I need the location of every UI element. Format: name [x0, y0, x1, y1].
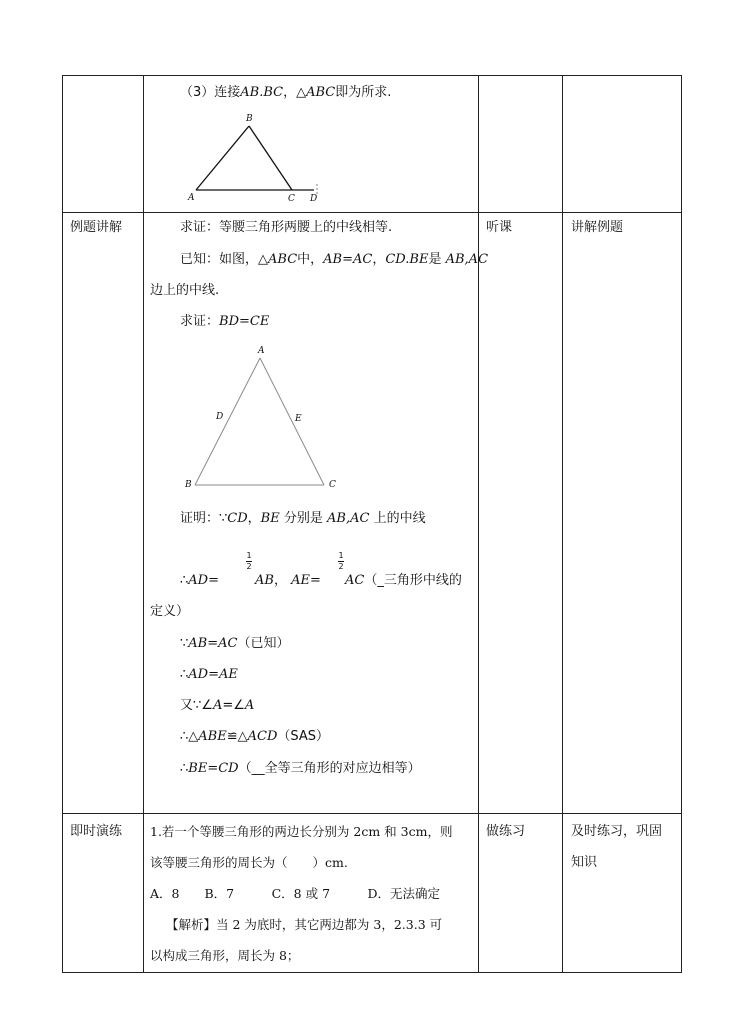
analysis-tag: 【解析】	[166, 917, 217, 932]
column-divider-3	[562, 75, 563, 973]
prove-prefix: 求证：	[180, 314, 220, 329]
example-label-e: E	[295, 414, 302, 424]
proof-angle-eq: =∠	[222, 698, 245, 713]
analysis-line-1	[166, 917, 442, 933]
proof-line-8	[180, 761, 421, 777]
segment-ab	[196, 126, 249, 190]
analysis-line-2: 以构成三角形，周长为 8；	[150, 948, 300, 963]
half-fraction-1	[246, 552, 252, 571]
proof-because: 证明：∵	[180, 511, 228, 526]
row-divider-1	[62, 212, 682, 213]
practice-teacher-activity-1: 及时练习，巩固	[571, 824, 663, 839]
proof-ad-eq-ae: AD=AE	[188, 667, 238, 682]
practice-student-activity: 做练习	[486, 824, 526, 839]
construction-label-a: A	[188, 193, 195, 203]
proof-line-1	[180, 511, 426, 527]
proof-ab-eq-ac: AB=AC	[188, 636, 238, 651]
practice-teacher-activity-2: 知识	[571, 855, 598, 870]
given-is: 是	[428, 252, 442, 267]
proof-median-be: BE	[260, 511, 280, 526]
proof-reason-1: （_三角形中线的	[364, 573, 462, 588]
prove-statement	[180, 314, 269, 330]
given-prefix: 已知：如图，	[180, 252, 259, 267]
proof-comma: ，	[247, 511, 261, 526]
construction-label-c: C	[288, 194, 295, 204]
example-student-activity: 听课	[486, 220, 513, 235]
example-row-label: 例题讲解	[70, 220, 123, 235]
step-number: （3）连接	[180, 85, 241, 100]
proof-line-2-prefix	[180, 573, 219, 589]
proof-final-reason: （__全等三角形的对应边相等）	[238, 761, 421, 776]
proof-sides: AB,AC	[327, 511, 370, 526]
proof-angle-a-2: A	[244, 698, 255, 713]
example-teacher-activity: 讲解例题	[571, 220, 624, 235]
table-left-border	[62, 75, 63, 973]
proof-given-reason: （已知）	[237, 636, 290, 651]
proof-triangle-abe: ABE	[198, 729, 227, 744]
half-fraction-2-denominator: 2	[338, 562, 344, 571]
table-top-border	[62, 75, 682, 76]
proof-ae-equals: AE=	[291, 573, 321, 588]
proof-median-cd: CD	[227, 511, 248, 526]
example-label-b: B	[185, 480, 192, 490]
question-options: A．8 B．7 C．8 或 7 D．无法确定	[150, 886, 441, 901]
side-ac	[260, 358, 324, 485]
proof-therefore-3: ∴	[180, 761, 189, 776]
example-label-c: C	[329, 480, 336, 490]
proof-line-6	[180, 698, 254, 714]
side-ab	[195, 358, 260, 485]
given-in: 中，	[297, 252, 324, 267]
proof-ab: AB	[255, 573, 274, 588]
proof-angle-a-1: A	[212, 698, 223, 713]
row-divider-2	[62, 813, 682, 814]
step-tail: 即为所求.	[335, 85, 392, 100]
given-comma: ，	[372, 252, 386, 267]
step-segments: AB.BC	[240, 85, 284, 100]
half-fraction-1-denominator: 2	[246, 562, 252, 571]
theorem-statement: 求证：等腰三角形两腰上的中线相等.	[180, 220, 393, 235]
prove-equation: BD=CE	[219, 314, 270, 329]
proof-congruent: ≌△	[226, 729, 248, 744]
proof-line-2-middle	[255, 573, 321, 589]
construction-step	[180, 85, 391, 101]
step-triangle: △ABC	[296, 85, 336, 100]
proof-ad-equals: AD=	[188, 573, 219, 588]
given-sides: AB,AC	[445, 252, 489, 267]
half-fraction-2	[338, 552, 344, 571]
given-line-2: 边上的中线.	[150, 283, 220, 298]
proof-therefore-2: ∴	[180, 667, 189, 682]
proof-ac: AC	[345, 573, 365, 588]
proof-median-text: 上的中线	[373, 511, 426, 526]
proof-line-2-end	[345, 573, 462, 589]
column-divider-1	[143, 75, 144, 973]
table-bottom-border	[62, 972, 682, 973]
given-equal-sides: AB=AC	[323, 252, 373, 267]
proof-because-2: ∵	[180, 636, 189, 651]
construction-label-b: B	[246, 114, 253, 124]
example-label-a: A	[258, 346, 265, 356]
analysis-text-1: 当 2 为底时，其它两边都为 3，2.3.3 可	[216, 917, 443, 932]
proof-therefore-triangle: ∴△	[180, 729, 199, 744]
proof-therefore: ∴	[180, 573, 189, 588]
given-line-1	[180, 252, 488, 268]
proof-line-3: 定义）	[150, 604, 190, 619]
proof-line-7	[180, 729, 329, 745]
proof-line-5	[180, 667, 238, 683]
proof-also-because: 又∵∠	[180, 698, 213, 713]
proof-line-4	[180, 636, 289, 652]
question-line-2: 该等腰三角形的周长为（ ）cm.	[150, 855, 348, 870]
proof-comma-2: ，	[273, 573, 287, 588]
proof-be-eq-cd: BE=CD	[188, 761, 239, 776]
proof-sas: （SAS）	[277, 729, 330, 744]
proof-triangle-acd: ACD	[247, 729, 278, 744]
example-figure	[180, 345, 340, 495]
construction-label-d: D	[310, 194, 318, 204]
given-medians: CD.BE	[385, 252, 429, 267]
half-fraction-2-numerator: 1	[338, 551, 344, 560]
step-separator: ，	[283, 85, 297, 100]
example-label-d: D	[216, 412, 224, 422]
construction-figure	[180, 112, 330, 207]
proof-respectively: 分别是	[283, 511, 323, 526]
half-fraction-1-numerator: 1	[246, 551, 252, 560]
table-right-border	[681, 75, 682, 973]
given-triangle: △ABC	[258, 252, 298, 267]
practice-row-label: 即时演练	[70, 824, 123, 839]
question-line-1: 1.若一个等腰三角形的两边长分别为 2cm 和 3cm，则	[150, 824, 453, 839]
segment-bc	[249, 126, 292, 190]
column-divider-2	[478, 75, 479, 973]
